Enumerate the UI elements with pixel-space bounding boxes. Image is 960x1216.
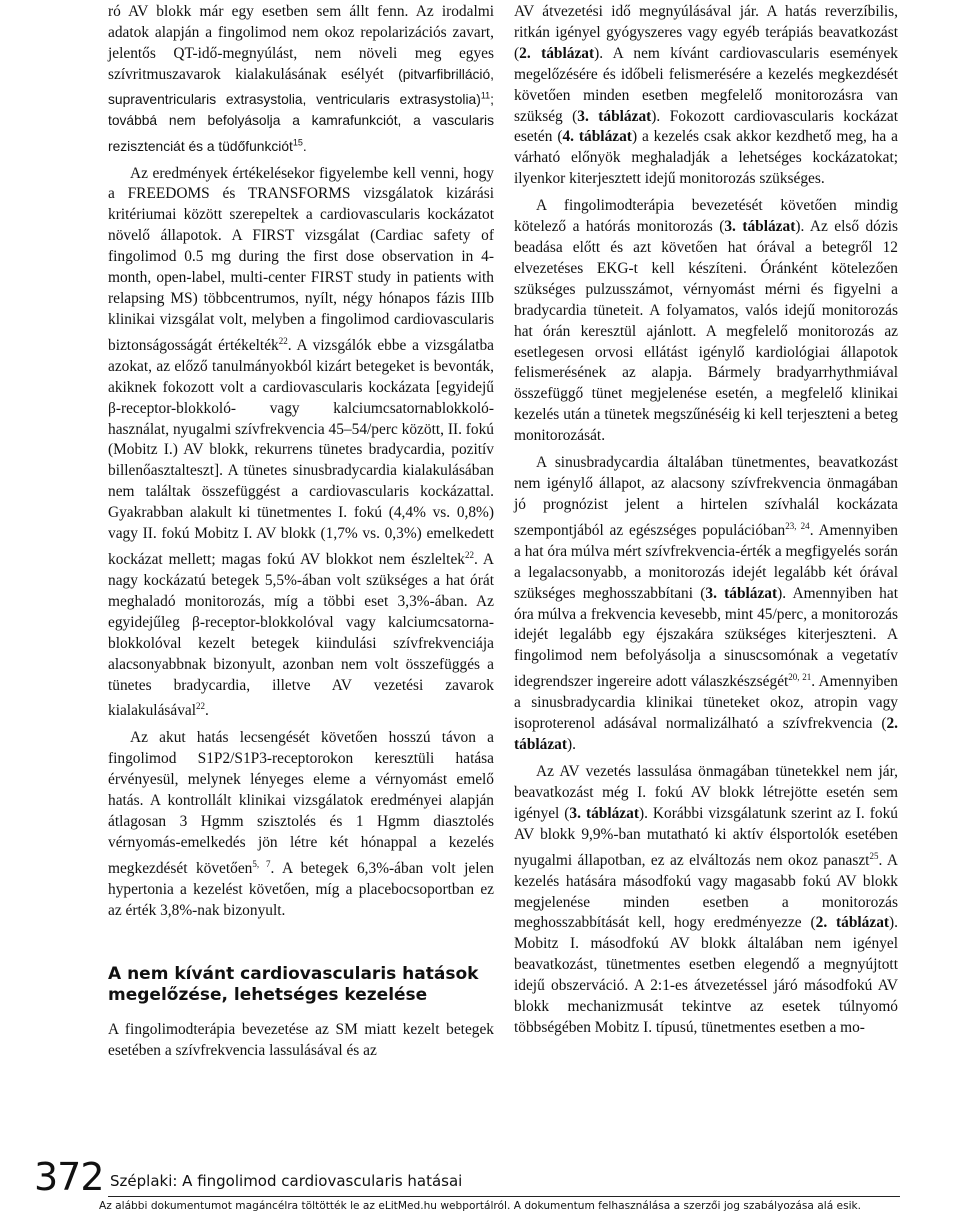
paragraph-6 [514,196,898,447]
reference-superscript: 11 [480,90,491,101]
paragraph-6-part-a: A fingolimodterápia bevezetését követően mindig kötelező a hatórás monitorozás ( [514,197,898,236]
paragraph-7-part-a: A sinusbradycardia általában tünetmentes, beavatkozást nem igénylő állapot, az alacsony szívfrekvencia önmagában jó prognózist jelent a hirtelen szívhalál kockázata szempontjából az egészséges populációban [514,454,898,539]
table-reference: 2. táblázat [815,914,890,932]
reference-superscript: 22 [196,701,206,712]
reference-superscript: 20, 21 [788,672,812,683]
paragraph-1-sans-text: (pitvarfibrilláció, supraventricularis extrasystolia, ventricularis extrasystolia)$^{11}$; továbbá nem befolyásolja a kamrafunkciót, a vascularis rezisztenciát és a tüdőfunkciót$^{15}$. [108,66,494,154]
section-heading: A nem kívánt cardiovascularis hatások megelőzése, lehetséges kezelése [108,963,479,1005]
left-column [108,2,494,1062]
paragraph-3-part-a: Az akut hatás lecsengését követően hosszú távon a fingolimod S1P2/S1P3-receptorokon keresztüli hatása érvényesül, melynek lényeges eleme a vérnyomást emelő hatás. A kontrollált klinikai vizsgálatok eredményei alapján átlagosan 3 Hgmm szisztolés és 1 Hgmm diasztolés vérnyomás-emelkedés jön létre két hónappal a kezelés megkezdését követően [108,729,494,878]
paragraph-8-part-a: Az AV vezetés lassulása önmagában tünetekkel nem jár, beavatkozást még I. fokú AV blokk létrejötte esetén sem igényel ( [514,762,898,822]
reference-superscript: 22 [464,549,474,560]
table-reference: 3. táblázat [724,218,796,236]
reference-superscript: 25 [869,850,879,861]
table-reference: 3. táblázat [569,804,639,822]
table-reference: 3. táblázat [705,584,778,602]
reference-superscript: 15 [292,137,303,148]
paragraph-1-text: ró AV blokk már egy esetben sem állt fenn. Az irodalmi adatok alapján a fingolimod nem okoz repolarizációs zavart, jelentős QT-idő-megnyúlást, nem növeli meg egyes szívritmuszavarok kialakulásának esélyét [108,3,494,83]
paragraph-2-part-b: . A vizsgálók ebbe a vizsgálatba azokat, az előző tanulmányokból kizárt betegeket is bevonták, akiknek fokozott volt a cardiovascularis kockázata [egyidejű β-receptor-blokkoló- vagy kalciumcsatornablokkoló-használat, nyugalmi szívfrekvencia 45–54/perc között, II. fokú (Mobitz I.) AV blokk, rekurrens tünetes bradycardia, pozitív billenőasztalteszt]. A tünetes sinusbradycardia kialakulásában nem találtak összefüggést a cardiovascularis kockázattal. Gyakrabban alakult ki tünetmentes I. fokú (4,4% vs. 0,8%) vagy II. fokú Mobitz I. AV blokk (1,7% vs. 0,3%) emelkedett kockázat mellett; magas fokú AV blokkot nem észleltek [108,336,494,569]
paragraph-3-part-b: . A betegek 6,3%-ában volt jelen hypertonia a kezelést követően, míg a placebocsoportban ez az érték 3,8%-nak bizonyult. [108,860,494,919]
reference-superscript: 5, 7 [252,858,271,869]
table-reference: 4. táblázat [562,128,632,146]
running-title: Széplaki: A fingolimod cardiovascularis hatásai [110,1172,463,1190]
paragraph-8 [514,762,898,1039]
paragraph-5-part-c: ). A nem kívánt cardiovascularis események megelőzésére és időbeli felismerésére a kezelés megkezdését követően minden esetben megfelelő monitorozásra van szükség ( [514,44,898,125]
paragraph-1-sans-tail: ; továbbá nem befolyásolja a kamrafunkciót, a vascularis rezisztenciát és a tüdőfunkciót [108,92,494,154]
paragraph-8-part-c: ). Korábbi vizsgálatunk szerint az I. fokú AV blokk 9,9%-ban mutatható ki aktív élsportolók esetében nyugalmi állapotban, ez az elváltozás nem okoz panaszt [514,804,898,869]
paragraph-7-part-d: . Amennyiben a sinusbradycardia klinikai tüneteket okoz, atropin vagy isoproterenol adásával normalizálható a szívfrekvencia ( [514,673,898,733]
paragraph-2-part-c: . A nagy kockázatú betegek 5,5%-ában volt szükséges a hat órát meghaladó monitorozás, míg a többi eset 3,3%-ában. Az egyidejűleg β-receptor-blokkolóval vagy kalciumcsatorna-blokkolóval kezelt betegek kiindulási szívfrekvenciája alacsonyabbnak bizonyult, azonban nem volt összefüggés a tünetes bradycardia, illetve AV vezetési zavarok kialakulásával [108,551,494,720]
footer-divider [108,1196,900,1197]
paragraph-7-part-e: ). [567,736,576,754]
paragraph-2-part-a: Az eredmények értékelésekor figyelembe kell venni, hogy a FREEDOMS és TRANSFORMS vizsgálatok kizárási kritériumai között szerepeltek a cardiovascularis kockázatot növelő állapotok. A FIRST vizsgálat (Cardiac safety of fingolimod 0.5 mg during the first dose observation in 4-month, open-label, multi-center FIRST study in patients with relapsing MS) többcentrumos, nyílt, négy hónapos fázis IIIb klinikai vizsgálat volt, melyben a fingolimod cardiovascularis biztonságosságát értékelték [108,164,494,354]
right-column [514,2,898,1039]
table-reference: 2. táblázat [519,44,595,62]
paragraph-3 [108,728,494,921]
page-footer [0,1156,960,1216]
table-reference: 2. táblázat [514,715,898,754]
paragraph-4: A fingolimodterápia bevezetése az SM miatt kezelt betegek esetében a szívfrekvencia lassulásával és az [108,1020,494,1059]
paragraph-5-part-a: AV átvezetési idő megnyúlásával jár. A hatás reverzíbilis, ritkán igényel gyógyszeres vagy egyéb terápiás beavatkozást ( [514,3,898,62]
paragraph-7 [514,453,898,756]
paragraph-5-part-d: ). Fokozott cardiovascularis kockázat esetén ( [514,107,898,146]
download-disclaimer: Az alábbi dokumentumot magáncélra töltötték le az eLitMed.hu webportálról. A dokumentum felhasználása a szerzői jog szabályozása alá esik. [98,1200,862,1212]
page-number: 372 [34,1155,104,1199]
table-reference: 3. táblázat [577,107,652,125]
paragraph-8-part-e: ). Mobitz I. másodfokú AV blokk általában nem igényel beavatkozást, tünetmentes esetben elegendő a megnyújtott idejű obszerváció. A 2:1-es átvezetéssel járó másodfokú AV blokk mechanizmusát tekintve az esetek túlnyomó többségében Mobitz I. típusú, tünetmentes esetben a mo- [514,914,898,1036]
reference-superscript: 23, 24 [785,520,810,531]
paragraph-1 [108,2,494,158]
paragraph-5 [514,2,898,190]
paragraph-5-part-e: ) a kezelés csak akkor kezdhető meg, ha a várható előnyök meghaladják a lehetséges kockázatokat; ilyenkor kiterjesztett idejű monitorozás szükséges. [514,128,898,188]
reference-superscript: 22 [278,335,288,346]
paragraph-7-part-b: . Amennyiben a hat óra múlva mért szívfrekvencia-érték a megfigyelés során a legalacsonyabb, a monitorozás idejét legalább két órával szükséges meghosszabbítani ( [514,521,898,602]
paragraph-6-part-c: ). Az első dózis beadása előtt és azt követően hat órával a betegről 12 elvezetéses EKG-t kell készíteni. Óránként kötelezően szükséges pulzusszámot, vérnyomást mérni és figyelni a bradycardia tüneteit. A folyamatos, valós idejű monitorozás hat órán keresztül ajánlott. A megfelelő monitorozás az esetlegesen orvosi ellátást igénylő kardiológiai állapotok felismerésének az alapja. Bármely bradyarrhythmiával összefüggő tünet megjelenése esetén, a megfelelő klinikai kezelés után a tünetek megszűnéséig ki kell terjeszteni a beteg monitorozását. [514,218,898,445]
paragraph-8-part-d: . A kezelés hatására másodfokú vagy magasabb fokú AV blokk megjelenése minden esetben a monitorozás meghosszabbítását kell, hogy eredményezze ( [514,851,898,932]
paragraph-1-sans-part: (pitvarfibrilláció, supraventricularis extrasystolia, ventricularis extrasystolia) [108,66,494,108]
paragraph-7-part-c: ). Amennyiben hat óra múlva a frekvencia kevesebb, mint 45/perc, a monitorozás idejét legalább egy éjszakára szükséges kiterjeszteni. A fingolimod nem befolyásolja a sinuscsomónak a vegetatív idegrendszer ingereire adott válaszkészségét [514,584,898,691]
paragraph-2: Az eredmények értékelésekor figyelembe kell venni, hogy a FREEDOMS és TRANSFORMS vizsgálatok kizárási kritériumai között szerepeltek a cardiovascularis kockázatot növelő állapotok. A FIRST vizsgálat (Cardiac safety of fingolimod 0.5 mg during the first dose observation in 4-month, open-label, multi-center FIRST study in patients with relapsing MS) többcentrumos, nyílt, négy hónapos fázis IIIb klinikai vizsgálat volt, melyben a fingolimod cardiovascularis biztonságosságát értékelték$^{22}$. A vizsgálók ebbe a vizsgálatba azokat, az előző tanulmányokból kizárt betegeket is bevonták, akiknek fokozott volt a cardiovascularis kockázata [egyidejű β-receptor-blokkoló- vagy kalciumcsatornablokkoló-használat, nyugalmi szívfrekvencia 45–54/perc között, II. fokú (Mobitz I.) AV blokk, rekurrens tünetes bradycardia, pozitív billenőasztalteszt]. A tünetes sinusbradycardia kialakulásában nem találtak összefüggést a cardiovascularis kockázattal. Gyakrabban alakult ki tünetmentes I. fokú (4,4% vs. 0,8%) vagy II. fokú Mobitz I. AV blokk (1,7% vs. 0,3%) emelkedett kockázat mellett; magas fokú AV blokkot nem észleltek$^{22}$. A nagy kockázatú betegek 5,5%-ában volt szükséges a hat órát meghaladó monitorozás, míg a többi eset 3,3%-ában. Az egyidejűleg β-receptor-blokkolóval vagy kalciumcsatorna-blokkolóval kezelt betegek kiindulási szívfrekvenciája alacsonyabbnak bizonyult, azonban nem volt összefüggés a tünetes bradycardia, illetve AV vezetési zavarok kialakulásával$^{22}$. [108,164,494,720]
